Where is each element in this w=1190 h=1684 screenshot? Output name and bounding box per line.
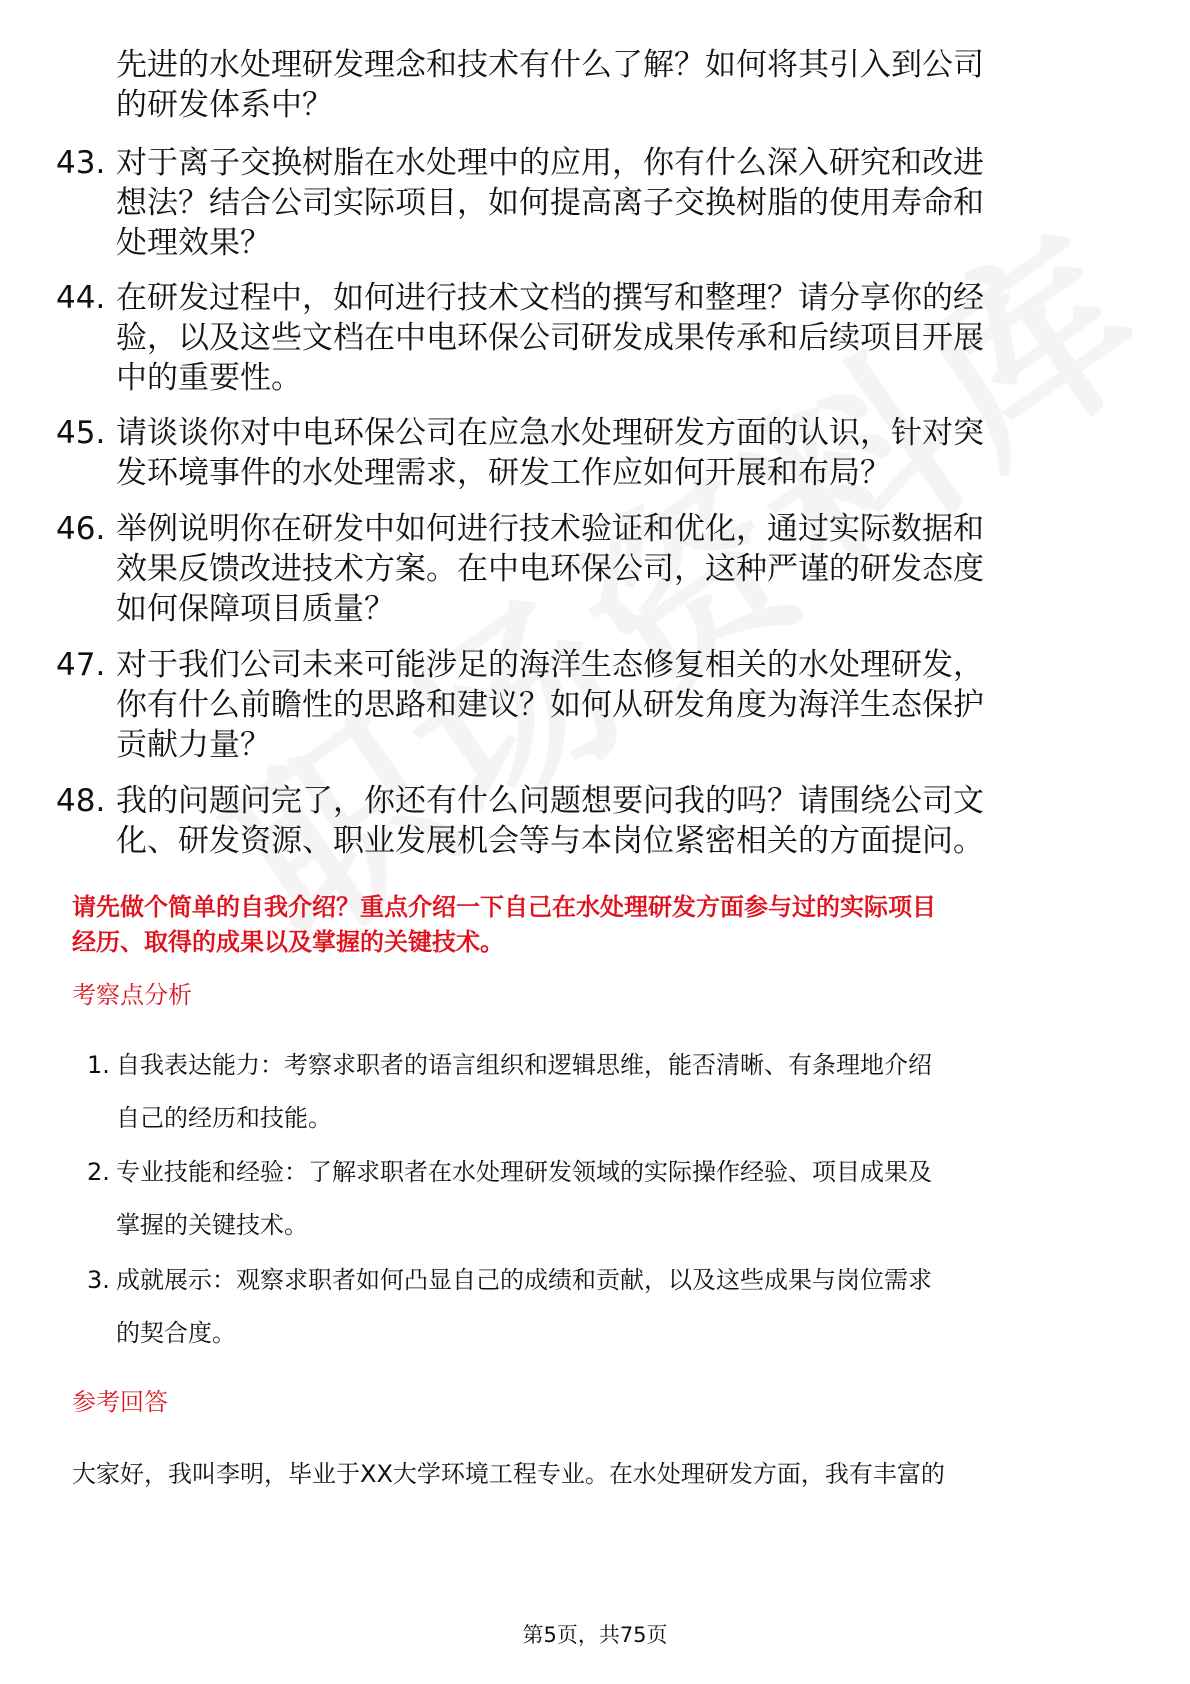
analysis-line: 自我表达能力：考察求职者的语言组织和逻辑思维，能否清晰、有条理地介绍: [116, 1051, 932, 1079]
analysis-title: 考察点分析: [72, 981, 192, 1009]
analysis-line: 的契合度。: [116, 1319, 236, 1347]
question-number: 48.: [56, 783, 106, 819]
analysis-line: 掌握的关键技术。: [116, 1211, 308, 1239]
highlight-question-line: 经历、取得的成果以及掌握的关键技术。: [72, 928, 504, 956]
question-line: 对于离子交换树脂在水处理中的应用，你有什么深入研究和改进: [116, 145, 984, 181]
question-line: 在研发过程中，如何进行技术文档的撰写和整理？请分享你的经: [116, 280, 984, 316]
question-number: 46.: [56, 511, 106, 547]
highlight-question-line: 请先做个简单的自我介绍？重点介绍一下自己在水处理研发方面参与过的实际项目: [72, 893, 936, 921]
question-line: 我的问题问完了，你还有什么问题想要问我的吗？请围绕公司文: [116, 783, 984, 819]
question-line: 举例说明你在研发中如何进行技术验证和优化，通过实际数据和: [116, 511, 984, 547]
question-line: 化、研发资源、职业发展机会等与本岗位紧密相关的方面提问。: [116, 823, 984, 859]
analysis-number: 3.: [87, 1266, 110, 1294]
question-number: 43.: [56, 145, 106, 181]
question-line: 效果反馈改进技术方案。在中电环保公司，这种严谨的研发态度: [116, 551, 984, 587]
question-line: 你有什么前瞻性的思路和建议？如何从研发角度为海洋生态保护: [116, 687, 984, 723]
analysis-line: 自己的经历和技能。: [116, 1104, 332, 1132]
question-number: 45.: [56, 415, 106, 451]
question-line: 如何保障项目质量？: [116, 591, 395, 627]
reference-title: 参考回答: [72, 1388, 168, 1416]
question-number: 44.: [56, 280, 106, 316]
page-number: 第5页，共75页: [522, 1623, 668, 1647]
question-line: 先进的水处理研发理念和技术有什么了解？如何将其引入到公司: [116, 47, 984, 83]
question-number: 47.: [56, 647, 106, 683]
analysis-number: 1.: [87, 1051, 110, 1079]
question-line: 对于我们公司未来可能涉足的海洋生态修复相关的水处理研发，: [116, 647, 984, 683]
question-line: 想法？结合公司实际项目，如何提高离子交换树脂的使用寿命和: [116, 185, 984, 221]
question-line: 的研发体系中？: [116, 87, 333, 123]
question-line: 请谈谈你对中电环保公司在应急水处理研发方面的认识，针对突: [116, 415, 984, 451]
question-line: 贡献力量？: [116, 727, 271, 763]
reference-answer-text: 大家好，我叫李明，毕业于XX大学环境工程专业。在水处理研发方面，我有丰富的: [72, 1460, 945, 1488]
question-line: 发环境事件的水处理需求，研发工作应如何开展和布局？: [116, 455, 891, 491]
analysis-line: 专业技能和经验：了解求职者在水处理研发领域的实际操作经验、项目成果及: [116, 1158, 932, 1186]
question-line: 中的重要性。: [116, 360, 302, 396]
question-line: 处理效果？: [116, 225, 271, 261]
question-line: 验，以及这些文档在中电环保公司研发成果传承和后续项目开展: [116, 320, 984, 356]
analysis-line: 成就展示：观察求职者如何凸显自己的成绩和贡献，以及这些成果与岗位需求: [116, 1266, 932, 1294]
analysis-number: 2.: [87, 1158, 110, 1186]
